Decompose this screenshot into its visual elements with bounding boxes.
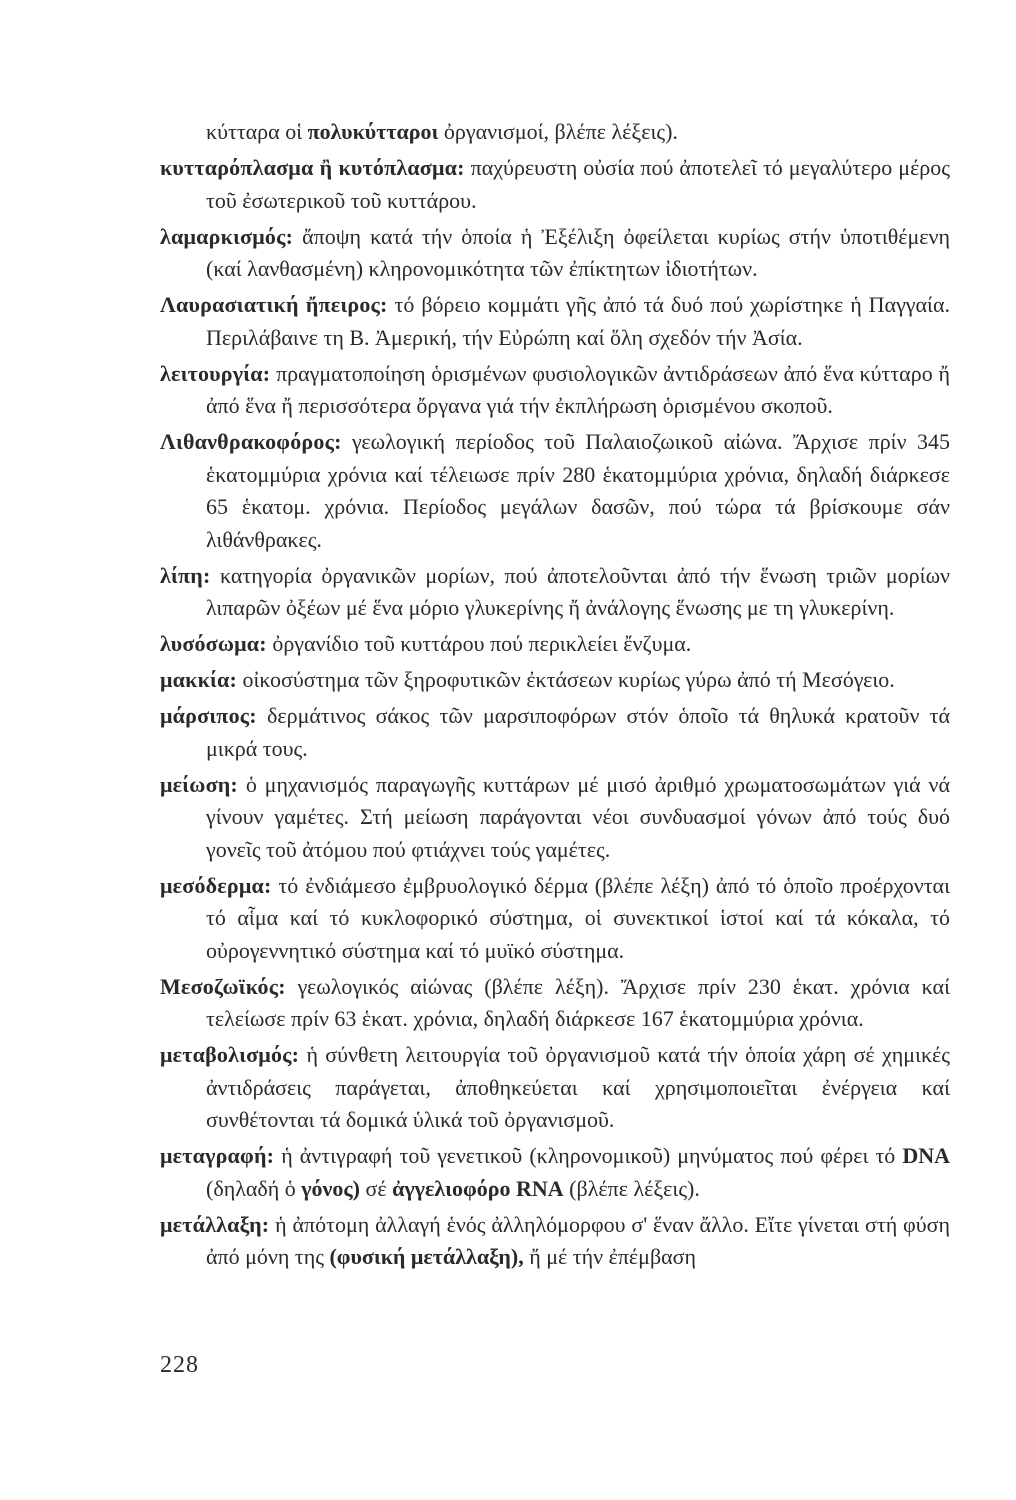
glossary-term: λυσόσωμα: xyxy=(160,631,267,656)
glossary-entry xyxy=(160,289,950,354)
glossary-definition: παχύρευστη οὐσία πού ἀποτελεῖ τό μεγαλύτερο μέρος τοῦ ἐσωτερικοῦ τοῦ κυττάρου. xyxy=(206,155,951,213)
glossary-term: λαμαρκισμός: xyxy=(160,223,294,249)
glossary-page xyxy=(160,116,950,1277)
glossary-definition: τό βόρειο κομμάτι γῆς ἀπό τά δυό πού χωρίστηκε ἡ Παγγαία. Περιλάβαινε τη Β. Ἀμερική, τήν Εὐρώπη καί ὅλη σχεδόν τήν Ἀσία. xyxy=(206,292,950,350)
glossary-term: Λαυρασιατική ἤπειρος: xyxy=(160,292,388,317)
glossary-entry xyxy=(160,1209,950,1274)
entry-bold-text: ἀγγελιοφόρο RNA xyxy=(392,1175,564,1201)
entry-bold-text: γόνος) xyxy=(301,1175,360,1201)
glossary-definition: ἡ ἀντιγραφή τοῦ γενετικοῦ (κληρονομικοῦ) μηνύματος πού φέρει τό xyxy=(274,1143,903,1168)
glossary-term: Μεσοζωϊκός: xyxy=(160,973,286,999)
glossary-definition: γεωλογικός αἰώνας (βλέπε λέξη). Ἄρχισε πρίν 230 ἑκατ. χρόνια καί τελείωσε πρίν 63 ἑκατ. χρόνια, δηλαδή διάρκεσε 167 ἑκατομμύρια χρόνια. xyxy=(206,973,950,1031)
glossary-term: λίπη: xyxy=(160,562,211,588)
glossary-entry xyxy=(160,1039,950,1137)
glossary-term: μείωση: xyxy=(160,771,238,797)
glossary-entry-continuation xyxy=(160,116,950,149)
glossary-term: μεταβολισμός: xyxy=(160,1042,300,1067)
entry-bold-text: (φυσική μετάλλαξη), xyxy=(329,1244,524,1269)
glossary-entry xyxy=(160,870,950,968)
glossary-definition: πραγματοποίηση ὁρισμένων φυσιολογικῶν ἀντιδράσεων ἀπό ἕνα κύτταρο ἤ ἀπό ἕνα ἤ περισσότερα ὄργανα γιά τήν ἐκπλήρωση ὁρισμένου σκοποῦ. xyxy=(206,360,950,418)
glossary-definition: (βλέπε λέξεις). xyxy=(563,1175,700,1201)
glossary-term: μάρσιπος: xyxy=(160,703,257,728)
glossary-definition: ἤ μέ τήν ἐπέμβαση xyxy=(523,1244,697,1269)
glossary-definition: οἰκοσύστημα τῶν ξηροφυτικῶν ἐκτάσεων κυρίως γύρω ἀπό τή Μεσόγειο. xyxy=(237,667,895,692)
glossary-definition: ἄποψη κατά τήν ὁποία ἡ Ἐξέλιξη ὀφείλεται κυρίως στήν ὑποτιθέμενη (καί λανθασμένη) κληρονομικότητα τῶν ἐπίκτητων ἰδιοτήτων. xyxy=(206,223,950,281)
glossary-definition: δερμάτινος σάκος τῶν μαρσιποφόρων στόν ὁποῖο τά θηλυκά κρατοῦν τά μικρά τους. xyxy=(206,703,950,761)
glossary-definition: ἡ ἀπότομη ἀλλαγή ἑνός ἀλληλόμορφου σ' ἕναν ἄλλο. Εἴτε γίνεται στή φύση ἀπό μόνη της xyxy=(206,1211,950,1269)
glossary-term: λειτουργία: xyxy=(160,360,271,386)
glossary-entry xyxy=(160,560,950,625)
glossary-entry xyxy=(160,221,950,286)
glossary-definition: ὁ μηχανισμός παραγωγῆς κυττάρων μέ μισό ἀριθμό χρωματοσωμάτων γιά νά γίνουν γαμέτες. Στή μείωση παράγονται νέοι συνδυασμοί γόνων ἀπό τούς δυό γονεῖς τοῦ ἀτόμου πού φτιάχνει τούς γαμέτες. xyxy=(206,771,950,862)
glossary-entry xyxy=(160,358,950,423)
glossary-entry xyxy=(160,1140,950,1205)
glossary-term: κυτταρόπλασμα ἢ κυτόπλασμα: xyxy=(160,155,465,180)
entry-text: ὀργανισμοί, βλέπε λέξεις). xyxy=(438,119,678,144)
glossary-definition: ὀργανίδιο τοῦ κυττάρου πού περικλείει ἔνζυμα. xyxy=(266,631,692,656)
glossary-entry xyxy=(160,152,950,217)
glossary-definition: ἡ σύνθετη λειτουργία τοῦ ὀργανισμοῦ κατά τήν ὁποία χάρη σέ χημικές ἀντιδράσεις παράγεται, ἀποθηκεύεται καί χρησιμοποιεῖται ἐνέργεια καί συνθέτονται τά δομικά ὑλικά τοῦ ὀργανισμοῦ. xyxy=(206,1042,950,1132)
glossary-definition: τό ἐνδιάμεσο ἐμβρυολογικό δέρμα (βλέπε λέξη) ἀπό τό ὁποῖο προέρχονται τό αἷμα καί τό κυκλοφορικό σύστημα, οἱ συνεκτικοί ἱστοί καί τά κόκαλα, τό οὐρογεννητικό σύστημα καί τό μυϊκό σύστημα. xyxy=(206,872,950,963)
glossary-term: μακκία: xyxy=(160,667,238,692)
glossary-term: μεταγραφή: xyxy=(160,1143,275,1168)
page-number: 228 xyxy=(160,1352,199,1378)
glossary-term: μετάλλαξη: xyxy=(160,1211,270,1237)
entry-text: κύτταρα οἱ xyxy=(206,119,308,144)
glossary-term: Λιθανθρακοφόρος: xyxy=(160,429,342,454)
glossary-definition: κατηγορία ὀργανικῶν μορίων, πού ἀποτελοῦνται ἀπό τήν ἕνωση τριῶν μορίων λιπαρῶν ὀξέων μέ ἕνα μόριο γλυκερίνης ἤ ἀνάλογης ἕνωσης με τη γλυκερίνη. xyxy=(206,562,950,620)
entry-bold-text: DNA xyxy=(902,1143,950,1168)
glossary-term: μεσόδερμα: xyxy=(160,872,272,898)
glossary-entry xyxy=(160,971,950,1036)
glossary-entry xyxy=(160,664,950,697)
glossary-definition: γεωλογική περίοδος τοῦ Παλαιοζωικοῦ αἰώνα. Ἄρχισε πρίν 345 ἑκατομμύρια χρόνια καί τέλειωσε πρίν 280 ἑκατομμύρια χρόνια, δηλαδή διάρκεσε 65 ἑκατομ. χρόνια. Περίοδος μεγάλων δασῶν, πού τώρα τά βρίσκουμε σάν λιθάνθρακες. xyxy=(206,429,950,552)
entry-bold-text: πολυκύτταροι xyxy=(307,119,439,144)
glossary-entry xyxy=(160,769,950,867)
glossary-entry xyxy=(160,700,950,765)
glossary-entry xyxy=(160,426,950,556)
glossary-entry xyxy=(160,628,950,661)
glossary-definition: (δηλαδή ὁ xyxy=(206,1175,302,1201)
glossary-definition: σέ xyxy=(360,1175,393,1201)
